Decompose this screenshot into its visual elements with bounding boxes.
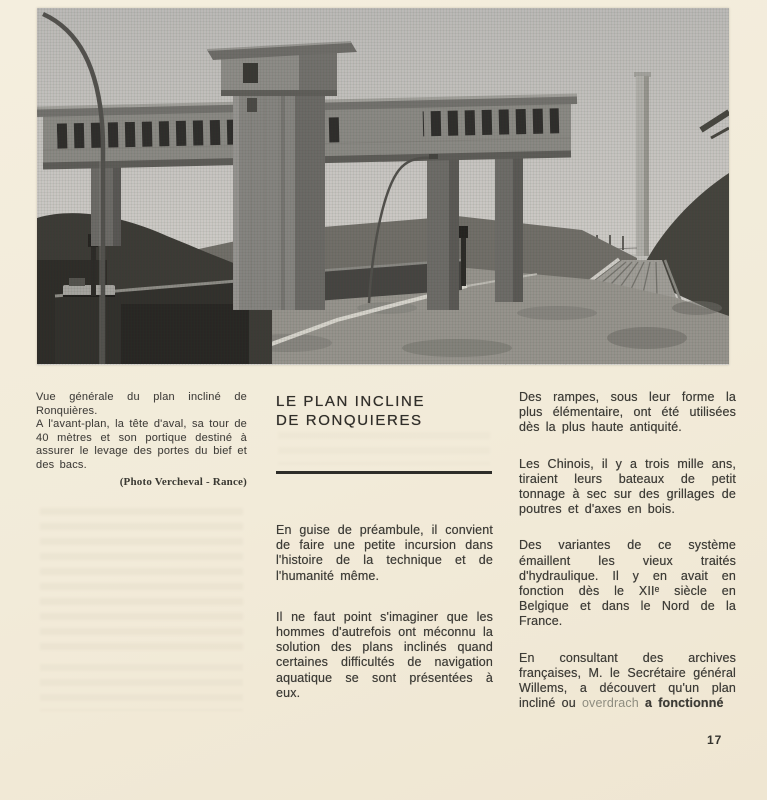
paragraph: En guise de préambule, il convient de faire une petite incursion dans l'histoire de la technique et de l'humanité même. bbox=[276, 523, 493, 583]
photo-illustration bbox=[37, 8, 729, 365]
caption-line: A l'avant-plan, la tête d'aval, sa tour de 40 mètres et son portique destiné à assurer le levage des portes du bief et des bacs. bbox=[36, 418, 247, 471]
article-middle-column bbox=[276, 392, 493, 727]
foreign-term: overdrach bbox=[581, 696, 639, 711]
ronquieres-photo bbox=[37, 8, 729, 365]
photo-caption-column bbox=[36, 391, 247, 489]
paragraph: Les Chinois, il y a trois mille ans, tiraient leurs bateaux de petit tonnage à sec sur des grillages de poutres et d'axes en bois. bbox=[519, 456, 736, 517]
section-divider-rule bbox=[276, 471, 492, 474]
paragraph: Des variantes de ce système émaillent les vieux traités d'hydraulique. Il y en avait en fonction dès le XIIᵉ siècle en Belgique et dans le Nord de la France. bbox=[519, 538, 736, 629]
page-showthrough-texture bbox=[40, 664, 243, 711]
photo-credit: (Photo Vercheval - Rance) bbox=[119, 475, 247, 488]
paragraph bbox=[519, 651, 736, 712]
paragraph-text: En consultant des archives françaises, M. le Secrétaire général Willems, a découvert qu'un plan incliné ou bbox=[519, 650, 736, 711]
paragraph: Des rampes, sous leur forme la plus élémentaire, ont été utilisées dès la plus haute antiquité. bbox=[519, 390, 736, 435]
page-number: 17 bbox=[707, 733, 723, 747]
article-title-line1: LE PLAN INCLINE bbox=[276, 393, 426, 410]
caption-line: Vue générale du plan incliné de Ronquières. bbox=[36, 391, 247, 417]
page-showthrough-texture bbox=[40, 508, 243, 654]
article-title-line2: DE RONQUIERES bbox=[276, 412, 423, 429]
paragraph: Il ne faut point s'imaginer que les hommes d'autrefois ont méconnu la solution des plans inclinés quand certaines difficultés de navigation aquatique se sont présentées à eux. bbox=[276, 609, 493, 700]
article-title bbox=[276, 392, 493, 430]
paragraph-text: a fonctionné bbox=[638, 696, 724, 711]
article-right-column bbox=[519, 390, 736, 732]
